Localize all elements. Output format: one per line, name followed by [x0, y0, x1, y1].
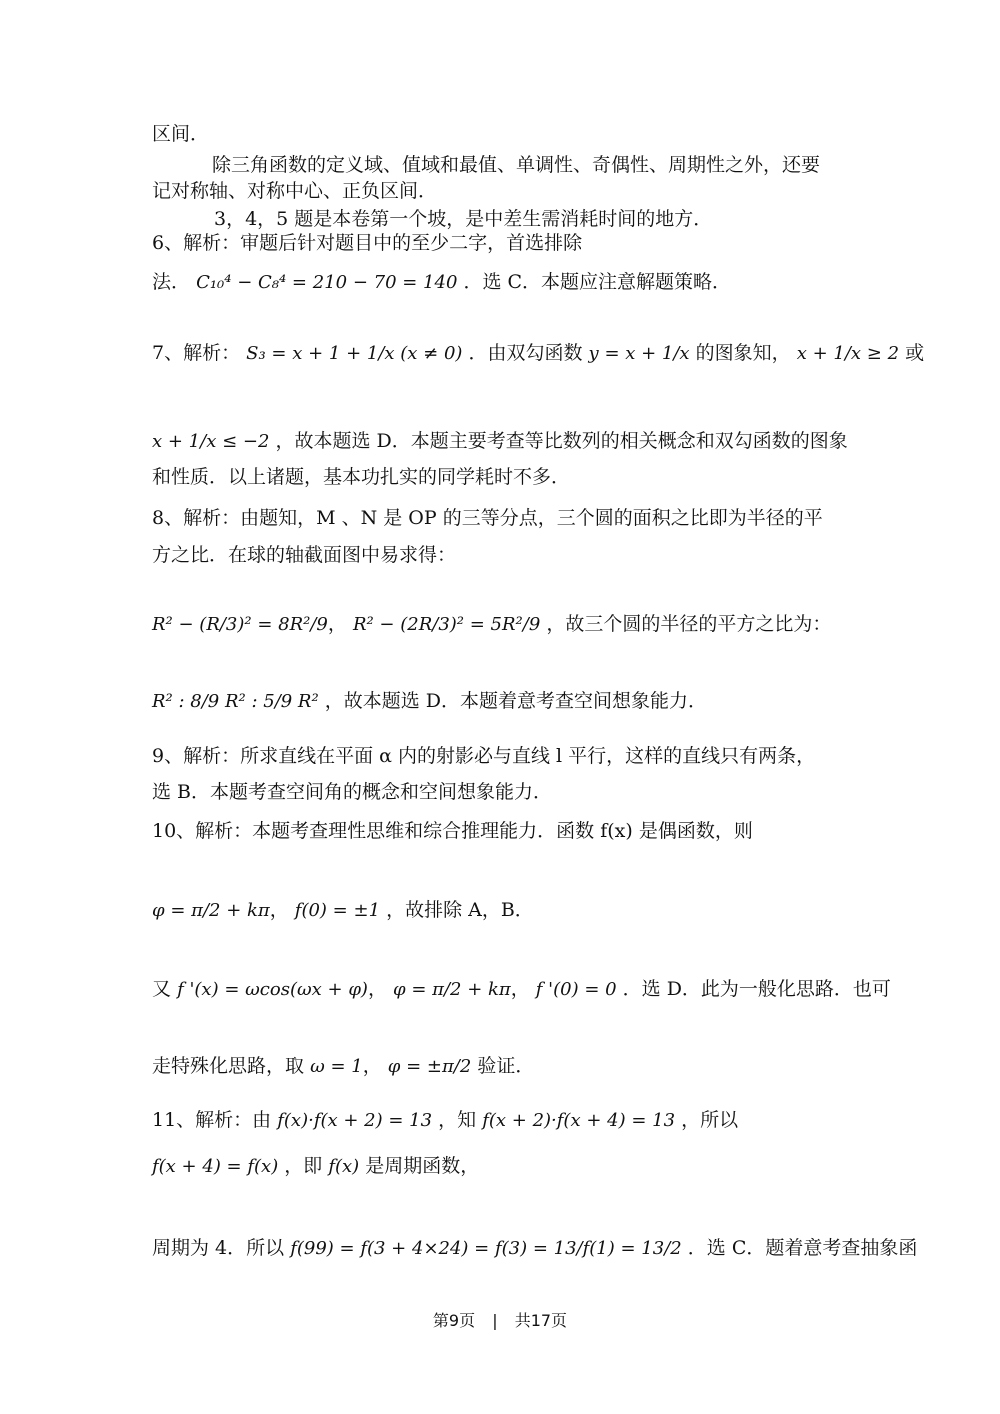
q10-line: 10、解析：本题考查理性思维和综合推理能力．函数 f(x) 是偶函数，则 [152, 820, 753, 842]
formula: x + 1/x ≥ 2 [796, 343, 900, 364]
formula: f(x + 2)·f(x + 4) = 13 [482, 1110, 676, 1131]
q7-line-3: 和性质．以上诸题，基本功扎实的同学耗时不多． [152, 466, 571, 488]
text-span: 走特殊化思路，取 [152, 1055, 305, 1077]
text-span: 周期为 4．所以 [152, 1237, 285, 1259]
q9-line: 9、解析：所求直线在平面 α 内的射影必与直线 l 平行，这样的直线只有两条， [152, 745, 816, 767]
text-span: 又 [152, 978, 172, 1000]
q6-line: 6、解析：审题后针对题目中的至少二字，首选排除 [152, 232, 583, 254]
formula: S₃ = x + 1 + 1/x (x ≠ 0) [246, 343, 463, 364]
page-number: 第9页 [432, 1311, 476, 1330]
q11-line-3 [152, 1235, 918, 1262]
text-span: 法． [152, 271, 191, 293]
q11-line [152, 1107, 852, 1134]
text-line: 记对称轴、对称中心、正负区间． [152, 180, 438, 202]
formula: ω = 1 [310, 1056, 363, 1077]
formula: f(x) [328, 1156, 360, 1177]
formula: R² − (R/3)² = 8R²/9 [152, 614, 328, 635]
text-line: 3，4，5 题是本卷第一个坡，是中差生需消耗时间的地方． [214, 208, 713, 230]
q8-line: 8、解析：由题知，M 、N 是 OP 的三等分点，三个圆的面积之比即为半径的平 [152, 507, 823, 529]
text-span: ．由双勾函数 [468, 342, 583, 364]
q8-line-4 [152, 688, 852, 715]
text-line: 除三角函数的定义域、值域和最值、单调性、奇偶性、周期性之外，还要 [212, 154, 821, 176]
formula: φ = π/2 + kπ [152, 900, 270, 921]
formula: x + 1/x ≤ −2 [152, 431, 270, 452]
formula: y = x + 1/x [588, 343, 690, 364]
text-span: ，故三个圆的半径的平方之比为： [546, 613, 832, 635]
formula: φ = ±π/2 [387, 1056, 472, 1077]
q11-line-2 [152, 1153, 852, 1180]
text-span: ，所以 [681, 1109, 739, 1131]
formula: R² : 8/9 R² : 5/9 R² [152, 691, 319, 712]
text-span: 验证． [477, 1055, 535, 1077]
q7-line-2 [152, 428, 852, 455]
text-span: 7、解析： [152, 342, 241, 364]
text-span: 或 [905, 342, 925, 364]
formula: f(x + 4) = f(x) [152, 1156, 279, 1177]
formula: C₁₀⁴ − C₈⁴ = 210 − 70 = 140 [196, 272, 458, 293]
q8-line-2: 方之比．在球的轴截面图中易求得： [152, 544, 457, 566]
text-span: 的图象知， [695, 342, 791, 364]
q10-line-2: φ = π/2 + kπ， f(0) = ±1 ，故排除 A，B． [152, 899, 534, 921]
text-span: ，故排除 A，B． [386, 899, 534, 921]
page-total: 共17页 [514, 1311, 568, 1330]
q9-line-2: 选 B．本题考查空间角的概念和空间想象能力． [152, 781, 553, 803]
text-span: ，知 [438, 1109, 477, 1131]
q7-line [152, 340, 925, 367]
text-span: ．选 C．本题应注意解题策略． [463, 271, 732, 293]
text-span: 11、解析：由 [152, 1109, 272, 1131]
page-footer [0, 1308, 1000, 1331]
text-span: ．选 C．题着意考查抽象函 [687, 1237, 918, 1259]
q8-line-3: R² − (R/3)² = 8R²/9， R² − (2R/3)² = 5R²/9 ，故三个圆的半径的平方之比为： [152, 613, 832, 635]
q10-line-4: 走特殊化思路，取 ω = 1， φ = ±π/2 验证． [152, 1055, 535, 1077]
formula: f '(x) = ωcos(ωx + φ) [177, 979, 368, 1000]
formula: f(99) = f(3 + 4×24) = f(3) = 13/f(1) = 13/2 [290, 1238, 682, 1259]
text-span: ．选 D．此为一般化思路．也可 [622, 978, 891, 1000]
text-span: ，故本题选 D．本题主要考查等比数列的相关概念和双勾函数的图象 [275, 430, 848, 452]
q10-line-3: 又 f '(x) = ωcos(ωx + φ)， φ = π/2 + kπ， f '(0) = 0 ．选 D．此为一般化思路．也可 [152, 978, 891, 1000]
formula: R² − (2R/3)² = 5R²/9 [352, 614, 541, 635]
formula: φ = π/2 + kπ [393, 979, 511, 1000]
formula: f(x)·f(x + 2) = 13 [277, 1110, 433, 1131]
formula: f(0) = ±1 [294, 900, 381, 921]
text-span: ，故本题选 D．本题着意考查空间想象能力． [324, 690, 708, 712]
footer-separator: | [492, 1311, 498, 1330]
text-span: 是周期函数， [365, 1155, 480, 1177]
text-span: ，即 [284, 1155, 323, 1177]
text-line: 区间． [152, 123, 210, 145]
q6-line-2 [152, 269, 852, 296]
formula: f '(0) = 0 [535, 979, 617, 1000]
